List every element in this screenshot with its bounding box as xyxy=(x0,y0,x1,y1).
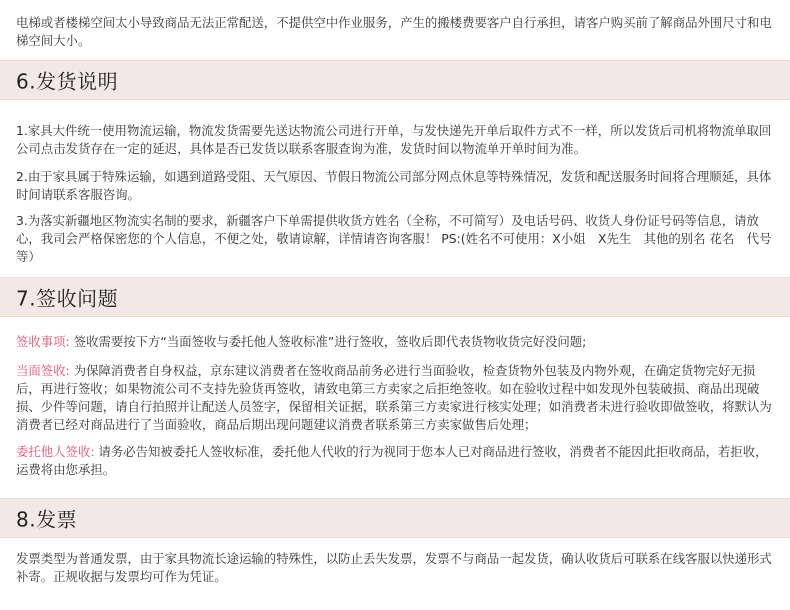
proxy-sign-text: 请务必告知被委托人签收标准，委托他人代收的行为视同于您本人已对商品进行签收，消费者不能因此拒收商品，若拒收，运费将由您承担。 xyxy=(16,444,768,477)
in-person-sign-item xyxy=(16,362,776,434)
section-8-paragraph: 发票类型为普通发票，由于家具物流长途运输的特殊性，以防止丢失发票，发票不与商品一起发货，确认收货后可联系在线客服以快递形式补寄。正规收据与发票均可作为凭证。 xyxy=(16,551,772,584)
in-person-sign-label: 当面签收: xyxy=(16,363,70,378)
section-6-paragraph-1: 1.家具大件统一使用物流运输，物流发货需要先送达物流公司进行开单，与发快递先开单后取件方式不一样，所以发货后司机将物流单取回公司点击发货存在一定的延迟，具体是否已发货以联系客服查询为准，发货时间以物流单开单时间为准。 xyxy=(16,123,772,156)
sign-notice-label: 签收事项: xyxy=(16,334,70,349)
proxy-sign-item xyxy=(16,443,776,479)
section-6-paragraph-3: 3.为落实新疆地区物流实名制的要求，新疆客户下单需提供收货方姓名（全称，不可简写）及电话号码、收货人身份证号码等信息，请放心，我司会严格保密您的个人信息，不便之处，敬请谅解，详情请咨询客服！ PS:(姓名不可使用：X小姐 X先生 其他的别名 花名 代号等） xyxy=(16,213,772,264)
sign-notice-item xyxy=(16,333,776,351)
section-7-header xyxy=(0,277,790,317)
section-6-header xyxy=(0,60,790,100)
in-person-sign-text: 为保障消费者自身权益，京东建议消费者在签收商品前务必进行当面验收，检查货物外包装及内物外观，在确定货物完好无损后，再进行签收；如果物流公司不支持先验货再签收，请致电第三方卖家之后拒绝签收。如在验收过程中如发现外包装破损、商品出现破损、少件等问题，请自行拍照并让配送人员签字，保留相关证据，联系第三方卖家进行核实处理；如消费者未进行验收即做签收，将默认为消费者已经对商品进行了当面验收，商品后期出现问题建议消费者联系第三方卖家做售后处理； xyxy=(16,363,772,432)
section-8-title: 8.发票 xyxy=(16,507,78,532)
intro-paragraph: 电梯或者楼梯空间太小导致商品无法正常配送，不提供空中作业服务，产生的搬楼费要客户自行承担，请客户购买前了解商品外围尺寸和电梯空间大小。 xyxy=(16,15,772,48)
sign-notice-text: 签收需要按下方“当面签收与委托他人签收标准”进行签收，签收后即代表货物收货完好没问题; xyxy=(69,334,587,349)
section-6-title: 6.发货说明 xyxy=(16,69,119,94)
proxy-sign-label: 委托他人签收: xyxy=(16,444,95,459)
section-7-title: 7.签收问题 xyxy=(16,286,119,311)
section-6-paragraph-2: 2.由于家具属于特殊运输，如遇到道路受阻、天气原因、节假日物流公司部分网点休息等特殊情况，发货和配送服务时间将合理顺延，具体时间请联系客服咨询。 xyxy=(16,169,772,202)
section-8-header xyxy=(0,498,790,538)
